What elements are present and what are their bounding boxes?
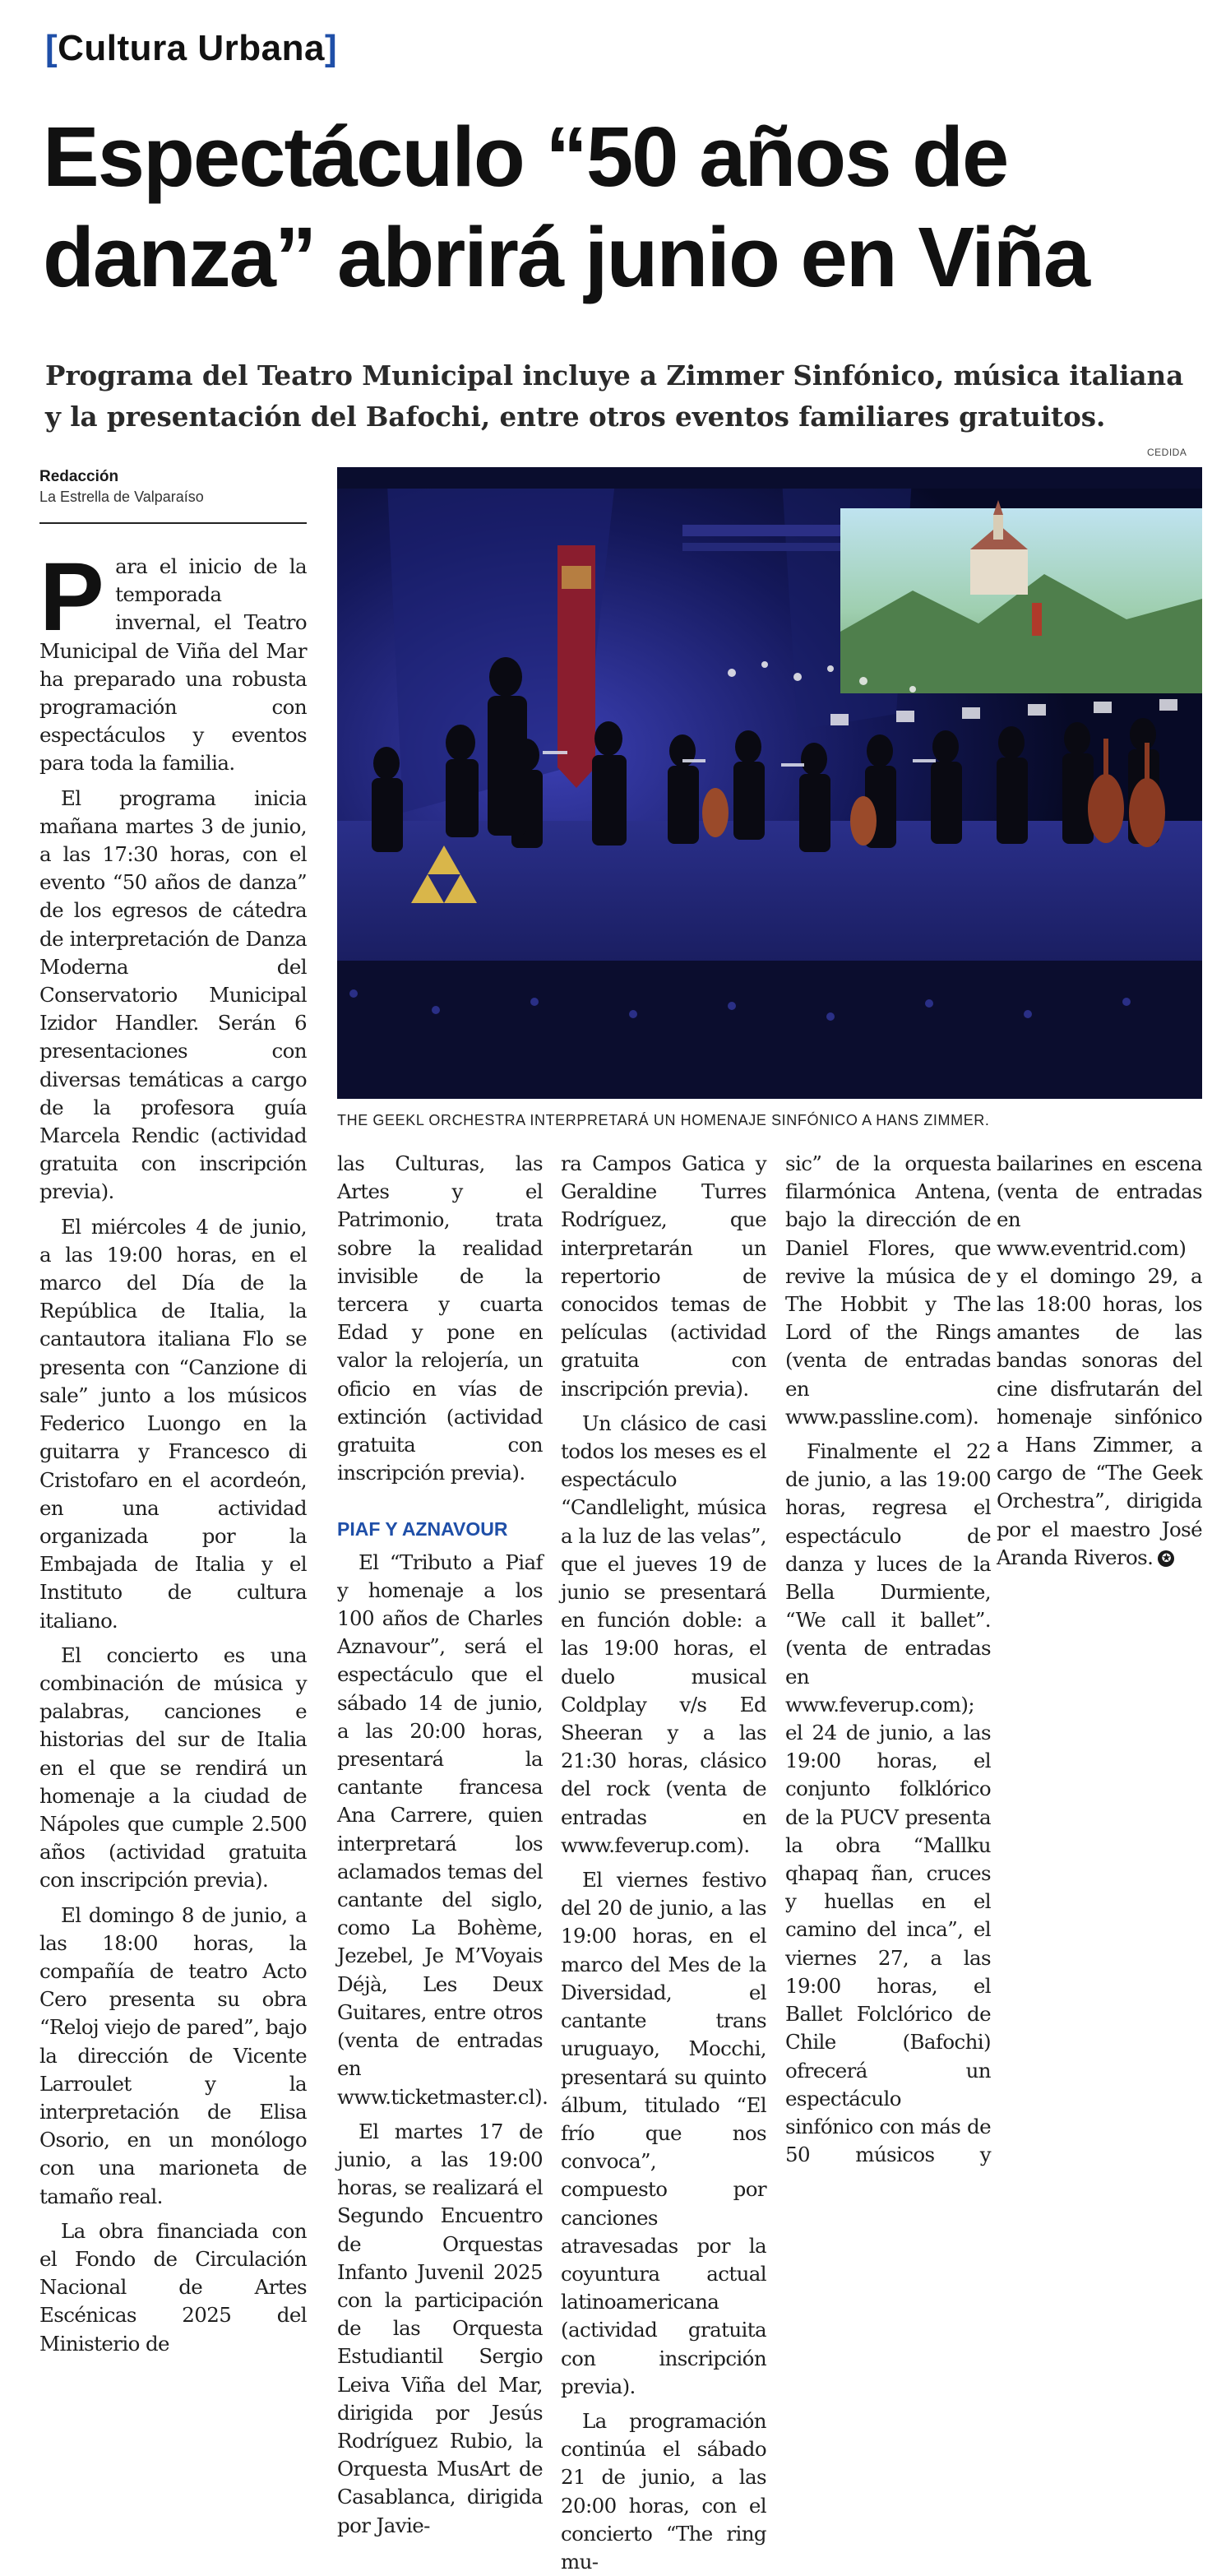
section-label: Cultura Urbana [58,28,325,68]
photo-credit: CEDIDA [1147,447,1187,458]
photo-caption: THE GEEKL ORCHESTRA INTERPRETARÁ UN HOMENAJE SINFÓNICO A HANS ZIMMER. [337,1112,990,1128]
section-bracket-open: [ [45,28,58,68]
drop-cap: P [39,543,104,651]
section-tag [45,28,337,69]
paragraph: La obra financiada con el Fondo de Circulación Nacional de Artes Escénicas 2025 del Ministerio de [39,2218,307,2356]
end-mark-icon: ✪ [1158,1550,1174,1567]
paragraph-text: Finalmente el 22 de junio, a las 19:00 horas, regresa el espectáculo de danza y luces de la Bella Durmiente, “We call it ballet”.(venta de entradas en www.feverup.com); el 24 de junio, a las 19:00 horas, el conjunto folklórico de la PUCV presenta la obra “Mallku qhapaq ñan, cruces y huellas en el camino del inca”, el viernes 27, a las 19:00 horas, el Ballet Folclórico de Chile (Bafochi) ofrecerá un espectáculo sinfónico con más de 50 músicos y bailarines en escena (venta de entradas en www.eventrid.com) y el domingo 29, a las 18:00 horas, los amantes de las bandas sonoras del cine disfrutarán del homenaje sinfónico a Hans Zimmer, a cargo de “The Geek Orchestra”, dirigida por el maestro José Aranda Riveros. [785,1151,1202,2167]
byline [39,467,307,507]
byline-outlet: La Estrella de Valparaíso [39,489,204,505]
orchestra-stage-illustration [337,467,1202,1099]
paragraph: El domingo 8 de junio, a las 18:00 horas, la compañía de teatro Acto Cero presenta su obra “Reloj viejo de pared”, bajo la dirección de Vicente Larroulet y la interpretación de Elisa Osorio, en un monólogo con una marioneta de tamaño real. [39,1902,307,2208]
paragraph: las Culturas, las Artes y el Patrimonio, trata sobre la realidad invisible de la tercera y cuarta Edad y pone en valor la relojería, un oficio en vías de extinción (actividad gratuita con inscripción previa). [337,1151,543,1485]
article-column-4 [785,1150,1202,2171]
article-column-1 [39,543,307,2358]
paragraph: sic” de la orquesta filarmónica Antena, bajo la dirección de Daniel Flores, que revive la música de The Hobbit y The Lord of the Rings (venta de entradas en www.passline.com). [785,1151,991,1429]
paragraph: El programa inicia mañana martes 3 de junio, a las 17:30 horas, con el evento “50 años de danza” de los egresos de cátedra de interpretación de Danza Moderna del Conservatorio Municipal Izidor Handler. Serán 6 presentaciones con diversas temáticas a cargo de la profesora guía Marcela Rendic (actividad gratuita con inscripción previa). [39,785,307,1204]
paragraph: El “Tributo a Piaf y homenaje a los 100 años de Charles Aznavour”, será el espectáculo que el sábado 14 de junio, a las 20:00 horas, presentará la cantante francesa Ana Carrere, quien interpretará los aclamados temas del cantante del siglo, como La Bohème, Jezebel, Je M’Voyais Déjà, Les Deux Guitares, entre otros (venta de entradas en www.ticketmaster.cl). [337,1550,548,2109]
paragraph: El martes 17 de junio, a las 19:00 horas, se realizará el Segundo Encuentro de Orquestas Infanto Juvenil 2025 con la participación de las Orquesta Estudiantil Sergio Leiva Viña del Mar, dirigida por Jesús Rodríguez Rubio, la Orquesta MusArt de Casablanca, dirigida por Javie- [337,2119,543,2537]
article-column-2 [337,1150,548,2540]
byline-author: Redacción [39,468,119,485]
paragraph: El concierto es una combinación de música y palabras, canciones e historias del sur de Italia en el que se rendirá un homenaje a la ciudad de Nápoles que cumple 2.500 años (actividad gratuita con inscripción previa). [39,1642,307,1893]
paragraph: El miércoles 4 de junio, a las 19:00 horas, en el marco del Día de la República de Italia, la cantautora italiana Flo se presenta con “Canzione di sale” junto a los músicos Federico Luongo en la guitarra y Francesco di Cristofaro en el acordeón, en una actividad organizada por la Embajada de Italia y el Instituto de cultura italiano. [39,1214,307,1633]
subheadline: Programa del Teatro Municipal incluye a Zimmer Sinfónico, música italiana y la presentación del Bafochi, entre otros eventos familiares gratuitos. [45,359,1184,433]
paragraph: ara el inicio de la temporada invernal, el Teatro Municipal de Viña del Mar ha preparado una robusta programación con espectáculos y eventos para toda la familia. [39,554,307,776]
headline: Espectáculo “50 años de danza” abrirá junio en Viña [43,109,1089,304]
article-column-3 [561,1150,766,2576]
concert-photo [337,467,1202,1099]
section-bracket-close: ] [324,28,338,68]
paragraph: El viernes festivo del 20 de junio, a las 19:00 horas, en el marco del Mes de la Diversidad, el cantante trans uruguayo, Mocchi, presentará su quinto álbum, titulado “El frío que nos convoca”, compuesto por canciones atravesadas por la coyuntura actual latinoamericana (actividad gratuita con inscripción previa). [561,1868,766,2398]
byline-divider [39,522,307,524]
paragraph: La programación continúa el sábado 21 de junio, a las 20:00 horas, con el concierto “The ring mu- [561,2408,766,2574]
paragraph: Un clásico de casi todos los meses es el espectáculo “Candlelight, música a la luz de las velas”, que el jueves 19 de junio se presentará en función doble: a las 19:00 horas, el duelo musical Coldplay v/s Ed Sheeran y a las 21:30 horas, clásico del rock (venta de entradas en www.feverup.com). [561,1411,766,1857]
section-subtitle: PIAF Y AZNAVOUR [337,1518,508,1541]
paragraph: ra Campos Gatica y Geraldine Turres Rodríguez, que interpretarán un repertorio de conocidos temas de películas (actividad gratuita con inscripción previa). [561,1151,766,1401]
